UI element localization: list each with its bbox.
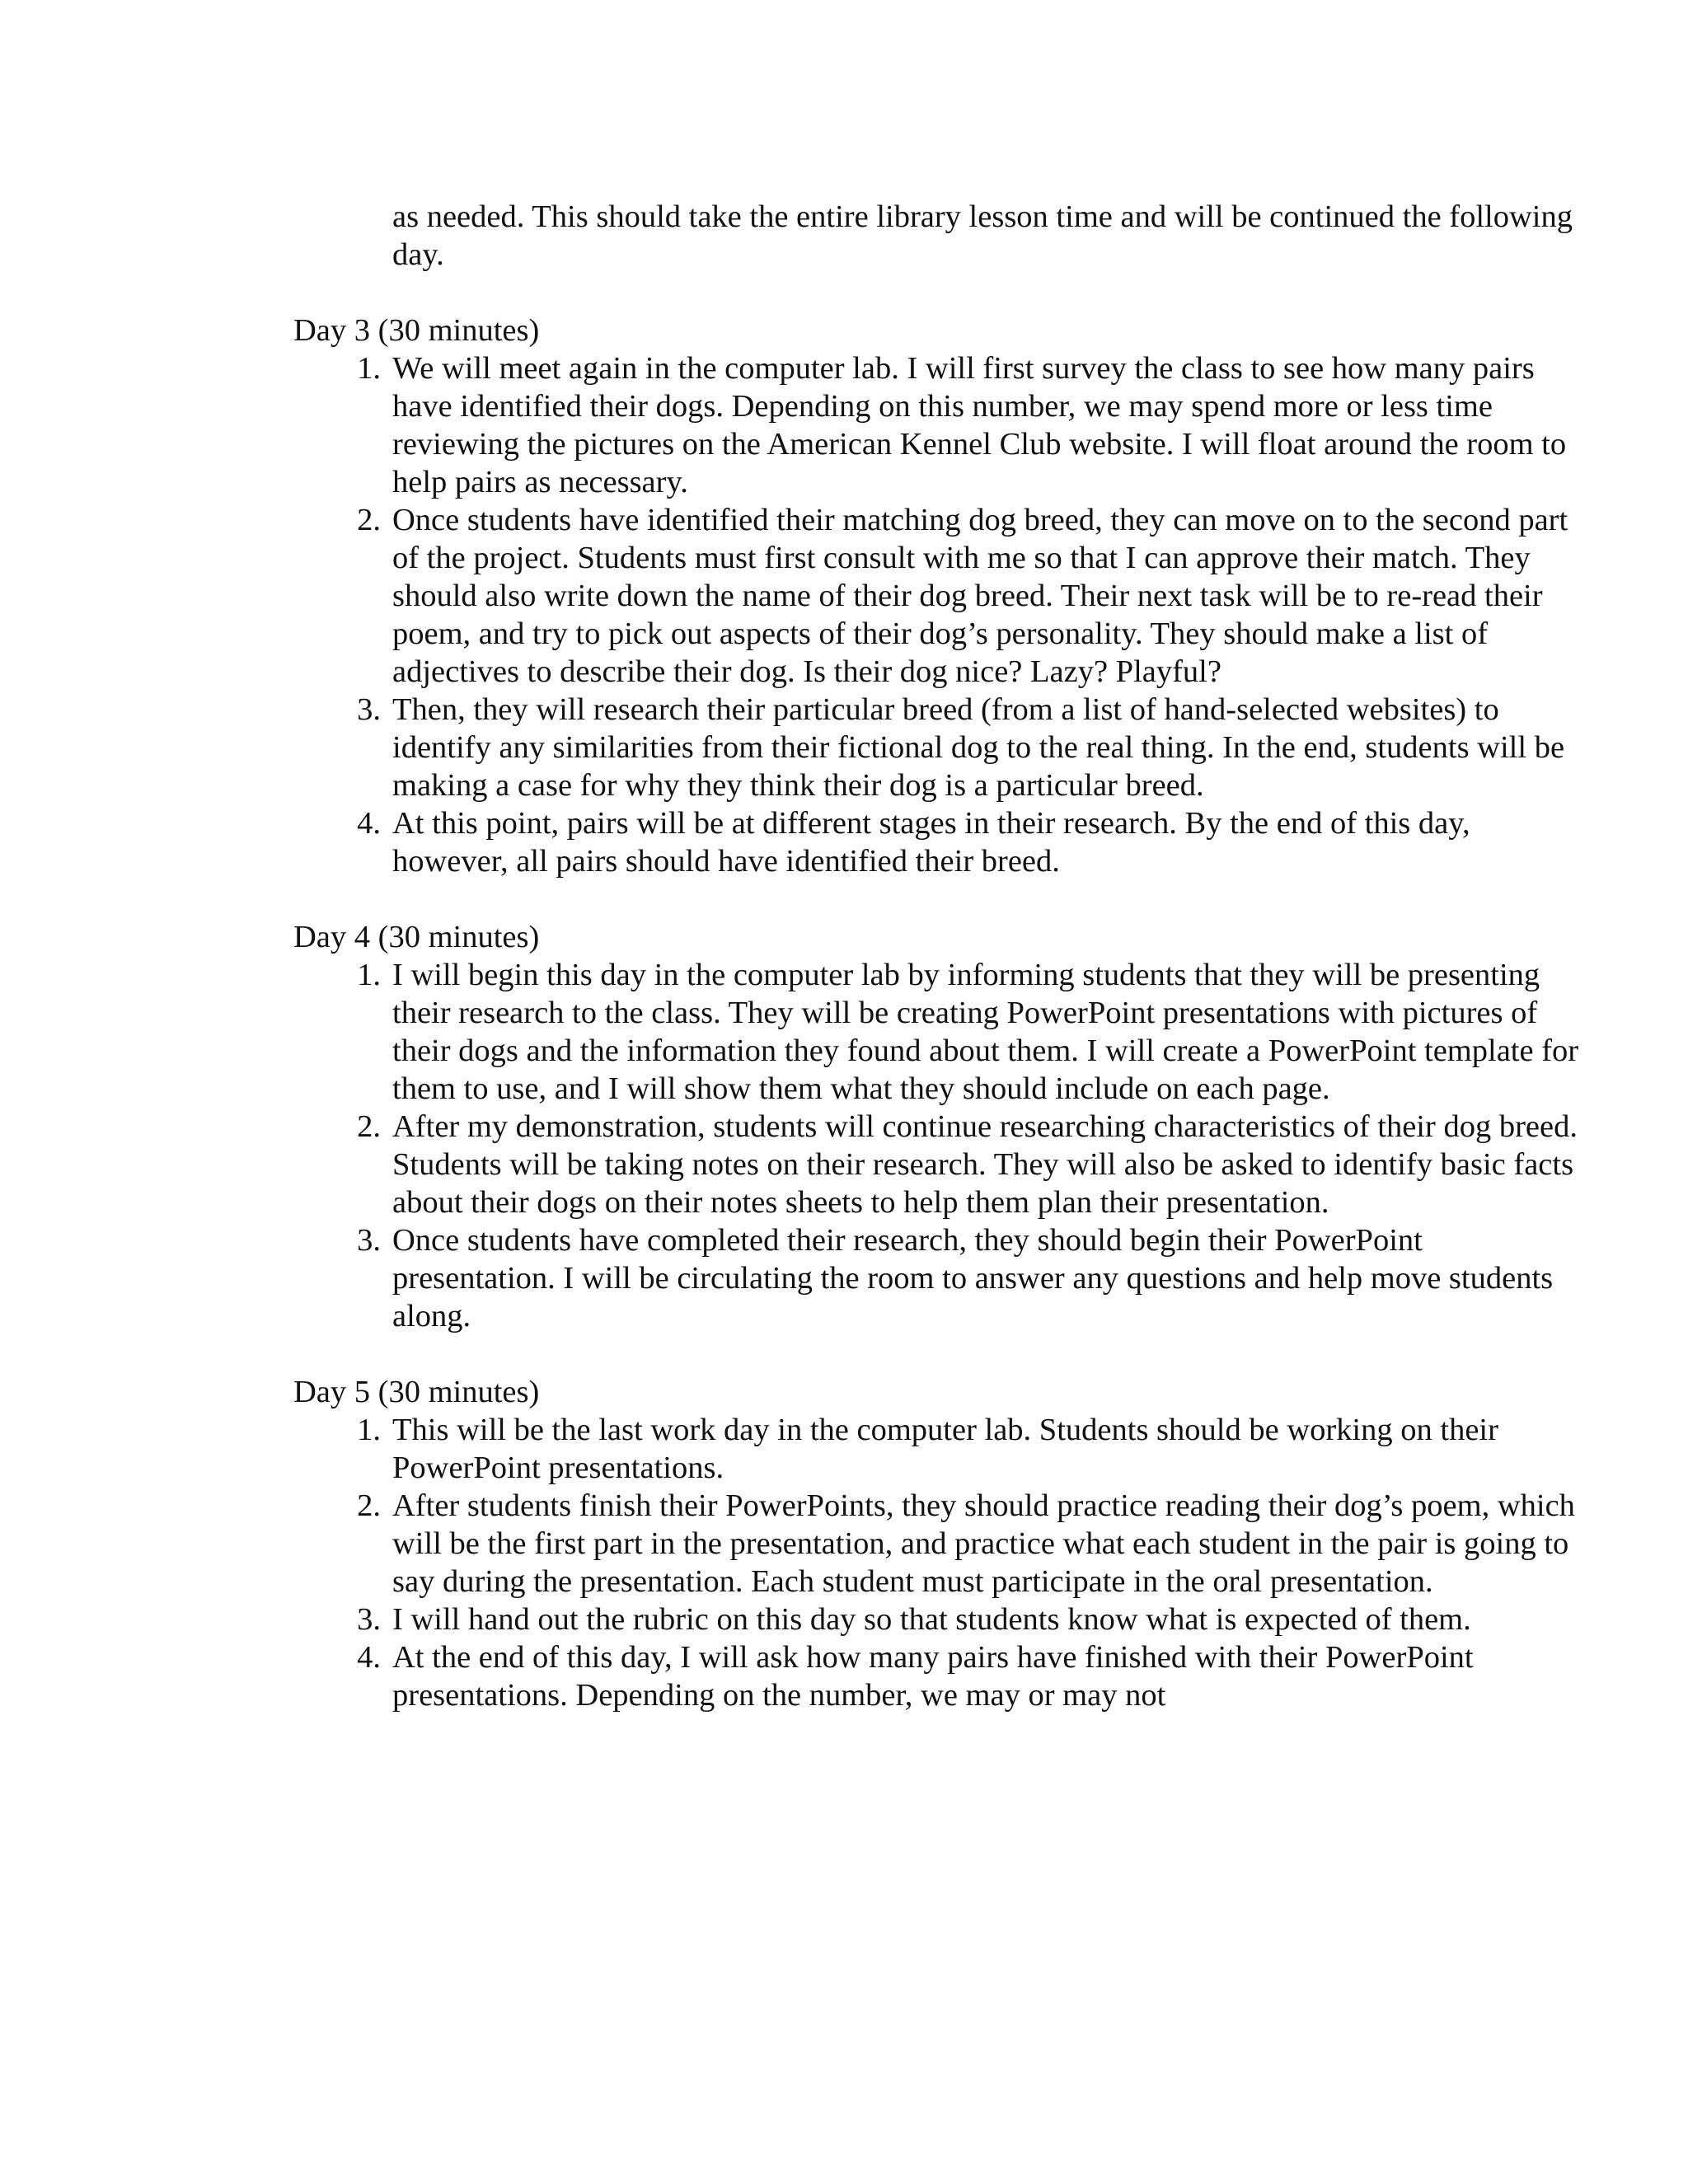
step-list	[0, 956, 1688, 1335]
day-heading: Day 4 (30 minutes)	[293, 920, 540, 954]
continuation-paragraph: as needed. This should take the entire library lesson time and will be continued the following day.	[392, 199, 1573, 272]
item-number: 4.	[357, 806, 381, 841]
day-section-3	[0, 312, 1688, 880]
item-number: 2.	[357, 1109, 381, 1144]
item-text: At this point, pairs will be at different stages in their research. By the end of this day, however, all pairs should have identified their breed.	[392, 806, 1470, 879]
item-number: 2.	[357, 503, 381, 537]
step-list	[0, 1411, 1688, 1714]
item-text: Once students have completed their research, they should begin their PowerPoint presentation. I will be circulating the room to answer any questions and help move students along.	[392, 1223, 1554, 1333]
list-item	[357, 804, 1579, 880]
list-item	[357, 1221, 1579, 1335]
list-item	[357, 1638, 1579, 1714]
day-section-5	[0, 1373, 1688, 1714]
list-item	[357, 1411, 1579, 1487]
item-number: 4.	[357, 1640, 381, 1675]
item-number: 1.	[357, 1413, 381, 1447]
item-number: 1.	[357, 351, 381, 386]
list-item	[357, 956, 1579, 1108]
item-text: At the end of this day, I will ask how many pairs have finished with their PowerPoint presentations. Depending on the number, we may or may not	[392, 1640, 1474, 1713]
list-item	[357, 349, 1579, 501]
list-item	[357, 1108, 1579, 1221]
list-item	[357, 501, 1579, 691]
item-number: 3.	[357, 1223, 381, 1258]
item-text: I will begin this day in the computer lab by informing students that they will be presenting their research to the class. They will be creating PowerPoint presentations with pictures of their dogs and the information they found about them. I will create a PowerPoint template for them to use, and I will show them what they should include on each page.	[392, 958, 1579, 1106]
list-item	[357, 691, 1579, 804]
item-text: Once students have identified their matching dog breed, they can move on to the second part of the project. Students must first consult with me so that I can approve their match. They should also write down the name of their dog breed. Their next task will be to re-read their poem, and try to pick out aspects of their dog’s personality. They should make a list of adjectives to describe their dog. Is their dog nice? Lazy? Playful?	[392, 503, 1568, 689]
item-number: 3.	[357, 692, 381, 727]
item-text: This will be the last work day in the computer lab. Students should be working on their PowerPoint presentations.	[392, 1413, 1498, 1485]
item-text: Then, they will research their particular breed (from a list of hand-selected websites) to identify any similarities from their fictional dog to the real thing. In the end, students will be making a case for why they think their dog is a particular breed.	[392, 692, 1565, 803]
item-number: 2.	[357, 1488, 381, 1523]
item-text: After students finish their PowerPoints, they should practice reading their dog’s poem, which will be the first part in the presentation, and practice what each student in the pair is going to say during the presentation. Each student must participate in the oral presentation.	[392, 1488, 1575, 1599]
item-number: 1.	[357, 958, 381, 992]
item-text: We will meet again in the computer lab. I will first survey the class to see how many pairs have identified their dogs. Depending on this number, we may spend more or less time reviewing the pictures on the American Kennel Club website. I will float around the room to help pairs as necessary.	[392, 351, 1567, 499]
item-text: I will hand out the rubric on this day so that students know what is expected of them.	[392, 1602, 1471, 1637]
step-list	[0, 349, 1688, 880]
day-section-4	[0, 918, 1688, 1335]
item-number: 3.	[357, 1602, 381, 1637]
item-text: After my demonstration, students will continue researching characteristics of their dog breed. Students will be taking notes on their research. They will also be asked to identify basic facts about their dogs on their notes sheets to help them plan their presentation.	[392, 1109, 1578, 1220]
list-item	[357, 1601, 1579, 1638]
list-item	[357, 1487, 1579, 1601]
day-heading: Day 5 (30 minutes)	[293, 1375, 540, 1409]
day-heading: Day 3 (30 minutes)	[293, 313, 540, 348]
